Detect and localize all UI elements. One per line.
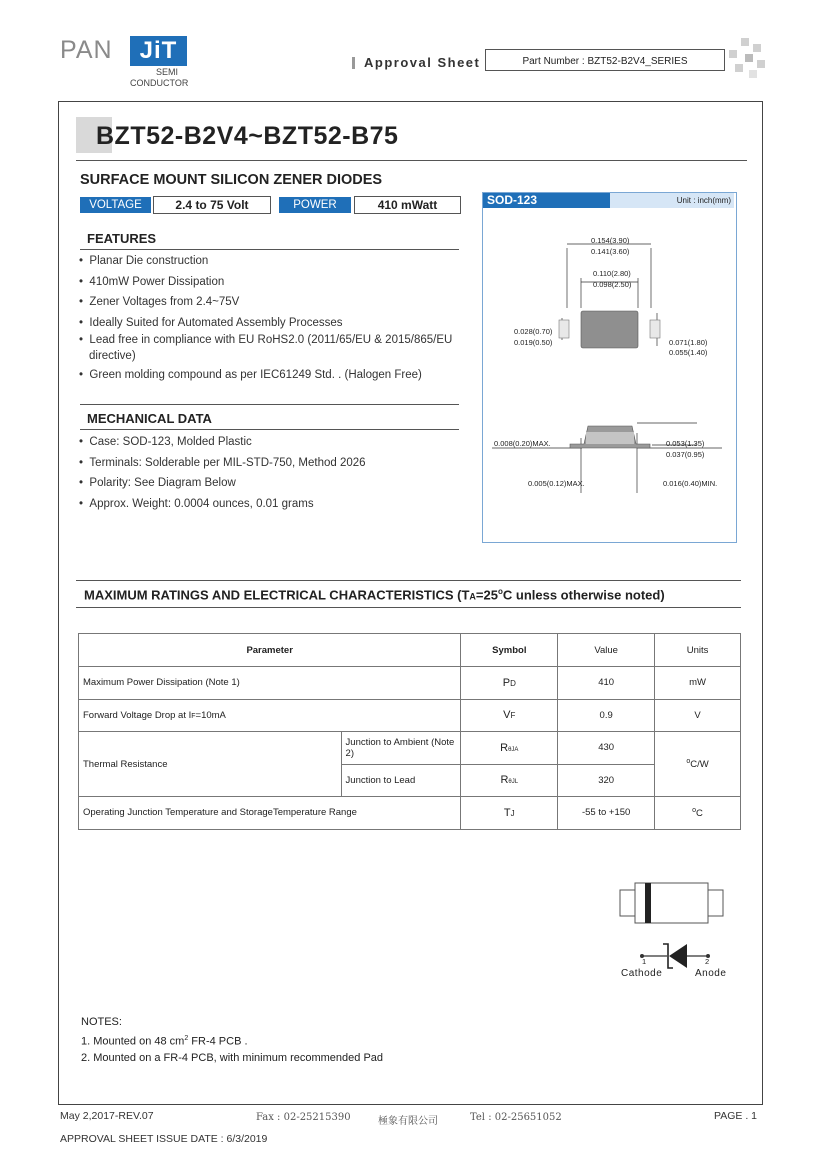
title-divider: [76, 160, 747, 161]
logo-semi-text: SEMI: [156, 67, 179, 77]
list-item: • Approx. Weight: 0.0004 ounces, 0.01 grams: [79, 498, 314, 510]
mechanical-divider: [80, 429, 459, 430]
dim-label: 0.098(2.50): [593, 280, 632, 289]
dim-label: 0.141(3.60): [591, 247, 630, 256]
units-cell: V: [655, 699, 741, 732]
ratings-divider-bottom: [76, 607, 741, 608]
list-item: • Case: SOD-123, Molded Plastic: [79, 436, 252, 448]
page-title: BZT52-B2V4~BZT52-B75: [96, 122, 399, 150]
list-item: • Zener Voltages from 2.4~75V: [79, 296, 240, 308]
dim-label: 0.019(0.50): [514, 338, 553, 347]
mechanical-heading: MECHANICAL DATA: [87, 411, 212, 426]
fax-number: Fax : 02-25215390: [256, 1112, 351, 1123]
symbol-cell: PD: [461, 667, 558, 700]
package-name: SOD-123: [483, 193, 610, 208]
approval-sheet-label: Approval Sheet: [364, 55, 481, 70]
pin-2-label: 2: [705, 957, 710, 966]
decorative-squares-icon: [725, 38, 765, 78]
voltage-value: 2.4 to 75 Volt: [153, 196, 271, 214]
logo-jit-badge: JiT: [130, 36, 187, 66]
list-item: • Terminals: Solderable per MIL-STD-750, Method 2026: [79, 457, 366, 469]
list-item: • Lead free in compliance with EU RoHS2.0 (2011/65/EU & 2015/865/EU: [79, 334, 453, 346]
issue-date: APPROVAL SHEET ISSUE DATE : 6/3/2019: [60, 1133, 268, 1145]
table-header-row: [79, 634, 741, 667]
value-cell: -55 to +150: [558, 797, 655, 830]
power-value: 410 mWatt: [354, 196, 461, 214]
table-row: [79, 699, 741, 732]
anode-label: Anode: [695, 968, 727, 979]
revision-date: May 2,2017-REV.07: [60, 1110, 154, 1122]
symbol-cell: VF: [461, 699, 558, 732]
note-1: 1. Mounted on 48 $cm^2$ FR-4 PCB .: [81, 1035, 248, 1048]
param-cell: Maximum Power Dissipation (Note 1): [79, 667, 461, 700]
mechanical-divider-top: [80, 404, 459, 405]
header-value: Value: [558, 634, 655, 667]
dim-label: 0.154(3.90): [591, 236, 630, 245]
tel-number: Tel : 02-25651052: [470, 1112, 562, 1123]
param-cell: Forward Voltage Drop at IF=10mA: [79, 699, 461, 732]
list-item: • Green molding compound as per IEC61249 Std. . (Halogen Free): [79, 369, 422, 381]
units-cell: $^o$C: [655, 797, 741, 830]
dim-label: 0.071(1.80): [669, 338, 708, 347]
list-item: • Polarity: See Diagram Below: [79, 477, 236, 489]
param-cell: Thermal Resistance: [79, 732, 342, 797]
cathode-label: Cathode: [621, 968, 663, 979]
page-number: PAGE . 1: [714, 1110, 757, 1122]
value-cell: 410: [558, 667, 655, 700]
package-outline-drawing: [482, 208, 735, 541]
table-row: [79, 797, 741, 830]
notes-heading: NOTES:: [81, 1016, 122, 1028]
package-unit: Unit : inch(mm): [610, 193, 734, 208]
header-units: Units: [655, 634, 741, 667]
page-subtitle: SURFACE MOUNT SILICON ZENER DIODES: [80, 172, 383, 188]
sub-param-cell: Junction to Lead: [341, 764, 461, 797]
dim-label: 0.028(0.70): [514, 327, 553, 336]
ratings-divider-top: [76, 580, 741, 581]
units-cell: mW: [655, 667, 741, 700]
ratings-title: MAXIMUM RATINGS AND ELECTRICAL CHARACTERISTICS ($TA=25^oC$ unless otherwise noted): [84, 587, 665, 603]
units-cell: $^o$C/W: [655, 732, 741, 797]
table-row: [79, 667, 741, 700]
value-cell: 430: [558, 732, 655, 765]
power-tag: POWER: [279, 197, 351, 213]
list-item: • Planar Die construction: [79, 255, 209, 267]
diode-polarity-diagram: [615, 880, 735, 975]
value-cell: 320: [558, 764, 655, 797]
approval-marker: [352, 57, 355, 69]
table-row: [79, 732, 741, 765]
symbol-cell: TJ: [461, 797, 558, 830]
note-2: 2. Mounted on a FR-4 PCB, with minimum recommended Pad: [81, 1052, 384, 1064]
header-parameter: Parameter: [79, 634, 461, 667]
header-symbol: Symbol: [461, 634, 558, 667]
features-divider: [80, 249, 459, 250]
logo-conductor-text: CONDUCTOR: [130, 78, 189, 88]
list-item-continuation: directive): [89, 350, 136, 362]
list-item: • 410mW Power Dissipation: [79, 276, 225, 288]
ratings-table: [78, 633, 741, 830]
sub-param-cell: Junction to Ambient (Note 2): [341, 732, 461, 765]
voltage-tag: VOLTAGE: [80, 197, 151, 213]
param-cell: Operating Junction Temperature and StorageTemperature Range: [79, 797, 461, 830]
dim-label: 0.055(1.40): [669, 348, 708, 357]
features-heading: FEATURES: [87, 231, 157, 246]
dim-label: 0.016(0.40)MIN.: [663, 479, 718, 488]
symbol-cell: RθJA: [461, 732, 558, 765]
dim-label: 0.037(0.95): [666, 450, 705, 459]
part-number-box: Part Number : BZT52-B2V4_SERIES: [485, 49, 725, 71]
dim-label: 0.053(1.35): [666, 439, 705, 448]
dim-label: 0.008(0.20)MAX.: [494, 439, 551, 448]
pin-1-label: 1: [642, 957, 647, 966]
list-item: • Ideally Suited for Automated Assembly Processes: [79, 317, 343, 329]
symbol-cell: RθJL: [461, 764, 558, 797]
dim-label: 0.005(0.12)MAX.: [528, 479, 585, 488]
dim-label: 0.110(2.80): [593, 269, 631, 278]
value-cell: 0.9: [558, 699, 655, 732]
logo-pan-text: PAN: [60, 36, 113, 64]
company-name: 極象有限公司: [378, 1116, 438, 1127]
